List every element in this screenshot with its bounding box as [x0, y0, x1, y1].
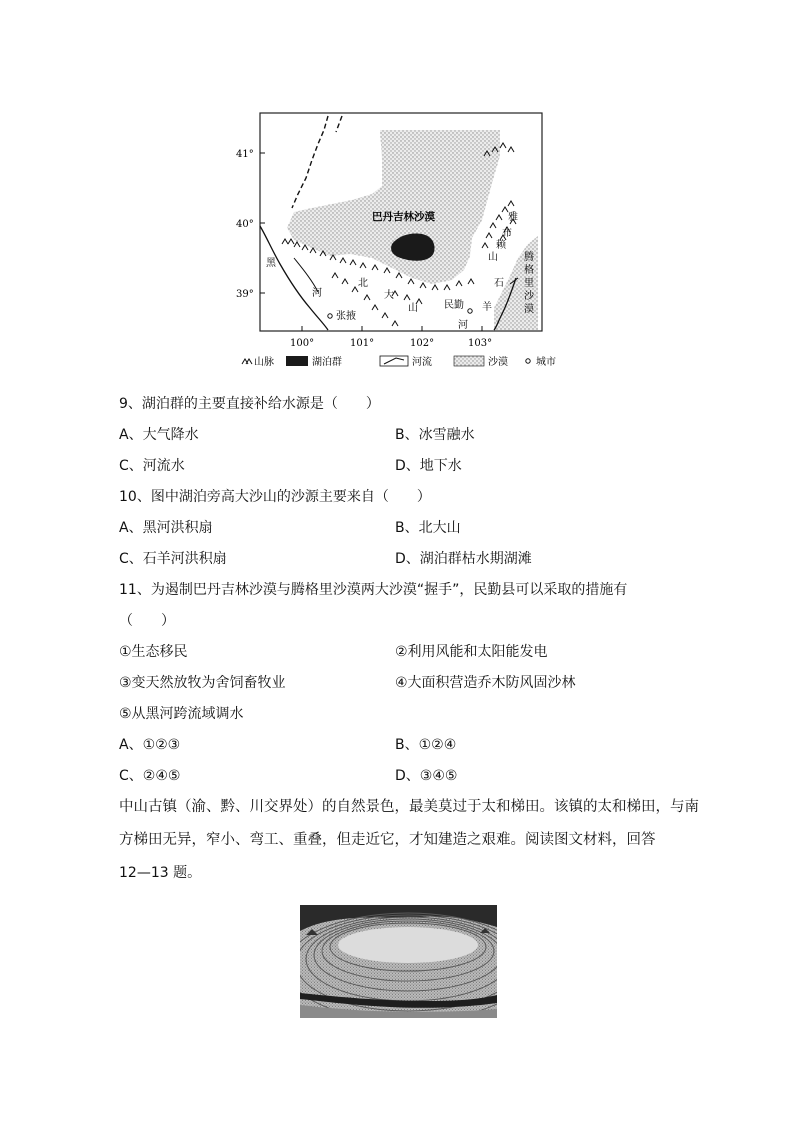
badain-desert-label: 巴丹吉林沙漠 — [372, 211, 435, 223]
lon-label-103: 103° — [468, 338, 493, 349]
q10-option-c[interactable]: C、石羊河洪积扇 — [119, 551, 227, 567]
legend-lake-icon — [286, 356, 308, 366]
yabulai-char-1: 雅 — [508, 212, 518, 223]
legend-mountain-label: 山脉 — [254, 357, 274, 368]
beida-char-2: 大 — [384, 290, 394, 301]
zhangye-label: 张掖 — [336, 311, 356, 322]
q9-option-c[interactable]: C、河流水 — [119, 458, 185, 474]
q9-stem: 9、湖泊群的主要直接补给水源是（ ） — [119, 396, 380, 412]
terraced-field-photo — [300, 905, 497, 1018]
legend-desert-icon — [454, 356, 484, 366]
beida-char-1: 北 — [358, 278, 368, 289]
q11-option-d[interactable]: D、③④⑤ — [395, 768, 458, 784]
q11-item-1: ①生态移民 — [119, 644, 188, 660]
yabulai-char-4: 山 — [488, 252, 498, 263]
lon-label-101: 101° — [350, 338, 375, 349]
passage-line-1: 中山古镇（渝、黔、川交界处）的自然景色，最美莫过于太和梯田。该镇的太和梯田，与南 — [119, 799, 699, 815]
lat-label-41: 41° — [236, 149, 254, 160]
q10-stem: 10、图中湖泊旁高大沙山的沙源主要来自（ ） — [119, 489, 431, 505]
q11-option-c[interactable]: C、②④⑤ — [119, 768, 181, 784]
yabulai-char-2: 布 — [502, 228, 512, 239]
q11-stem: 11、为遏制巴丹吉林沙漠与腾格里沙漠两大沙漠“握手”，民勤县可以采取的措施有 — [119, 582, 628, 598]
q10-option-d[interactable]: D、湖泊群枯水期湖滩 — [395, 551, 532, 567]
q9-option-a[interactable]: A、大气降水 — [119, 427, 199, 443]
lon-label-102: 102° — [410, 338, 435, 349]
minqin-label: 民勤 — [444, 300, 464, 311]
q10-option-b[interactable]: B、北大山 — [395, 520, 461, 536]
legend-mountain-icon — [242, 359, 252, 364]
q9-option-d[interactable]: D、地下水 — [395, 458, 462, 474]
q10-option-a[interactable]: A、黑河洪积扇 — [119, 520, 213, 536]
q11-option-a[interactable]: A、①②③ — [119, 737, 181, 753]
q9-option-b[interactable]: B、冰雪融水 — [395, 427, 475, 443]
q11-item-4: ④大面积营造乔木防风固沙林 — [395, 675, 576, 691]
q11-item-2: ②利用风能和太阳能发电 — [395, 644, 548, 660]
zhangye-city-dot — [328, 314, 332, 318]
legend-city-icon — [526, 359, 530, 363]
shiyang-char-1: 石 — [494, 278, 504, 289]
tengger-char-3: 里 — [524, 278, 534, 289]
tengger-char-5: 漠 — [524, 304, 534, 315]
lat-label-40: 40° — [236, 219, 254, 230]
q11-item-5: ⑤从黑河跨流域调水 — [119, 706, 244, 722]
legend-river-label: 河流 — [412, 357, 432, 368]
yabulai-char-3: 赖 — [496, 240, 506, 251]
shiyang-char-3: 河 — [458, 320, 468, 331]
tengger-char-4: 沙 — [524, 291, 534, 302]
hei-river-char-1: 黑 — [266, 258, 276, 269]
map-figure — [232, 108, 572, 370]
passage-line-2: 方梯田无异，窄小、弯工、重叠，但走近它，才知建造之艰难。阅读图文材料，回答 — [119, 832, 656, 848]
legend-lake-label: 湖泊群 — [312, 357, 342, 368]
q11-stem-blank: （ ） — [119, 613, 175, 629]
lon-label-100: 100° — [290, 338, 315, 349]
desert-map — [232, 108, 572, 370]
hei-river-char-2: 河 — [312, 288, 322, 299]
tengger-char-1: 腾 — [524, 252, 534, 263]
beida-char-3: 山 — [408, 303, 418, 314]
passage-line-3: 12—13 题。 — [119, 865, 202, 881]
legend-desert-label: 沙漠 — [488, 357, 508, 368]
terrace-photo-drawing — [300, 905, 497, 1018]
map-legend — [242, 355, 556, 368]
q11-item-3: ③变天然放牧为舍饲畜牧业 — [119, 675, 286, 691]
tengger-char-2: 格 — [524, 265, 534, 276]
lat-label-39: 39° — [236, 289, 254, 300]
shiyang-char-2: 羊 — [482, 302, 492, 313]
legend-city-label: 城市 — [536, 357, 556, 368]
minqin-city-dot — [468, 309, 472, 313]
q11-option-b[interactable]: B、①②④ — [395, 737, 457, 753]
legend-river-box — [380, 356, 408, 366]
